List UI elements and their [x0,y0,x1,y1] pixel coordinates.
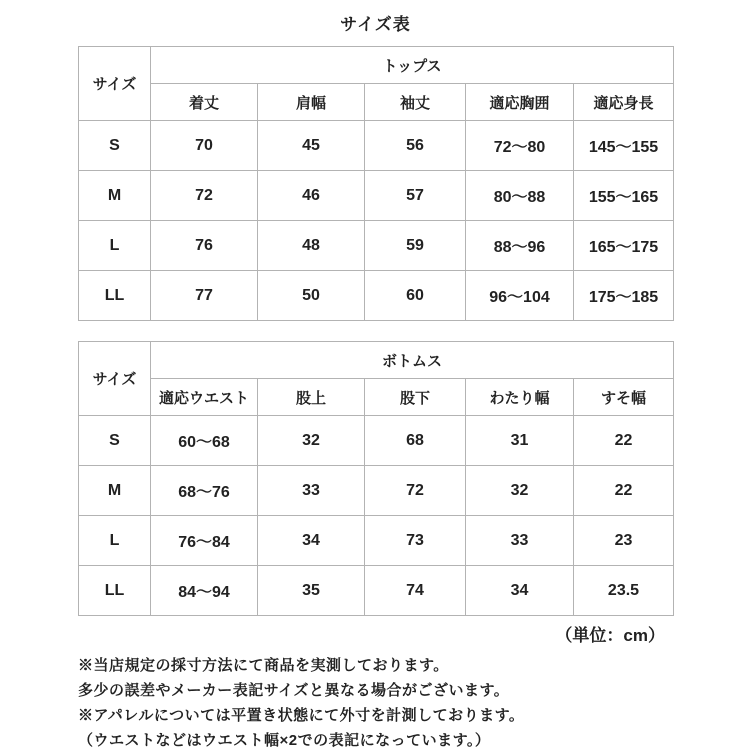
value-cell: 155～165 [574,171,674,221]
bottoms-size-column-header: サイズ [79,342,151,416]
bottoms-size-table [78,341,674,616]
value-cell: 35 [258,566,365,616]
value-cell: 34 [466,566,574,616]
value-cell: 72 [151,171,258,221]
tops-header-columns-row [79,84,674,121]
value-cell: 145～155 [574,121,674,171]
value-cell: 80～88 [466,171,574,221]
col-header-hem-width: すそ幅 [574,379,674,416]
unit-note: （単位：cm） [555,626,665,645]
col-header-inseam: 股下 [365,379,466,416]
bottoms-row-m [79,466,674,516]
size-cell: M [79,171,151,221]
value-cell: 56 [365,121,466,171]
value-cell: 45 [258,121,365,171]
measurement-notes [78,653,673,750]
size-cell: LL [79,271,151,321]
tops-size-column-header: サイズ [79,47,151,121]
col-header-thigh-width: わたり幅 [466,379,574,416]
bottoms-header-group-row [79,342,674,379]
col-header-sleeve-length: 袖丈 [365,84,466,121]
bottoms-header-columns-row [79,379,674,416]
value-cell: 59 [365,221,466,271]
value-cell: 68 [365,416,466,466]
value-cell: 23 [574,516,674,566]
size-cell: L [79,221,151,271]
value-cell: 76 [151,221,258,271]
value-cell: 70 [151,121,258,171]
col-header-chest-range: 適応胸囲 [466,84,574,121]
value-cell: 34 [258,516,365,566]
tops-row-ll [79,271,674,321]
value-cell: 96～104 [466,271,574,321]
value-cell: 165～175 [574,221,674,271]
value-cell: 33 [466,516,574,566]
value-cell: 60 [365,271,466,321]
tops-group-header: トップス [151,47,674,84]
value-cell: 74 [365,566,466,616]
value-cell: 32 [258,416,365,466]
value-cell: 33 [258,466,365,516]
value-cell: 77 [151,271,258,321]
value-cell: 50 [258,271,365,321]
note-line-3: ※アパレルについては平置き状態にて外寸を計測しております。 [78,707,525,724]
tops-header-group-row [79,47,674,84]
col-header-height-range: 適応身長 [574,84,674,121]
page-title: サイズ表 [340,15,411,34]
bottoms-row-ll [79,566,674,616]
size-cell: S [79,416,151,466]
size-cell: LL [79,566,151,616]
value-cell: 72 [365,466,466,516]
note-line-4: （ウエストなどはウエスト幅×2での表記になっています。） [78,732,491,749]
tops-row-l [79,221,674,271]
size-cell: L [79,516,151,566]
table-gap [78,321,673,341]
value-cell: 72～80 [466,121,574,171]
value-cell: 32 [466,466,574,516]
col-header-rise: 股上 [258,379,365,416]
size-chart-content [78,10,673,750]
value-cell: 23.5 [574,566,674,616]
col-header-waist-range: 適応ウエスト [151,379,258,416]
size-cell: S [79,121,151,171]
value-cell: 48 [258,221,365,271]
note-line-1: ※当店規定の採寸方法にて商品を実測しております。 [78,657,449,674]
bottoms-group-header: ボトムス [151,342,674,379]
value-cell: 68～76 [151,466,258,516]
value-cell: 22 [574,416,674,466]
tops-row-s [79,121,674,171]
value-cell: 76～84 [151,516,258,566]
value-cell: 175～185 [574,271,674,321]
tops-size-table [78,46,674,321]
bottoms-row-s [79,416,674,466]
value-cell: 31 [466,416,574,466]
value-cell: 60～68 [151,416,258,466]
value-cell: 84～94 [151,566,258,616]
tops-row-m [79,171,674,221]
value-cell: 57 [365,171,466,221]
size-cell: M [79,466,151,516]
col-header-body-length: 着丈 [151,84,258,121]
col-header-shoulder-width: 肩幅 [258,84,365,121]
value-cell: 73 [365,516,466,566]
value-cell: 22 [574,466,674,516]
value-cell: 46 [258,171,365,221]
note-line-2: 多少の誤差やメーカー表記サイズと異なる場合がございます。 [78,682,510,699]
value-cell: 88～96 [466,221,574,271]
bottoms-row-l [79,516,674,566]
